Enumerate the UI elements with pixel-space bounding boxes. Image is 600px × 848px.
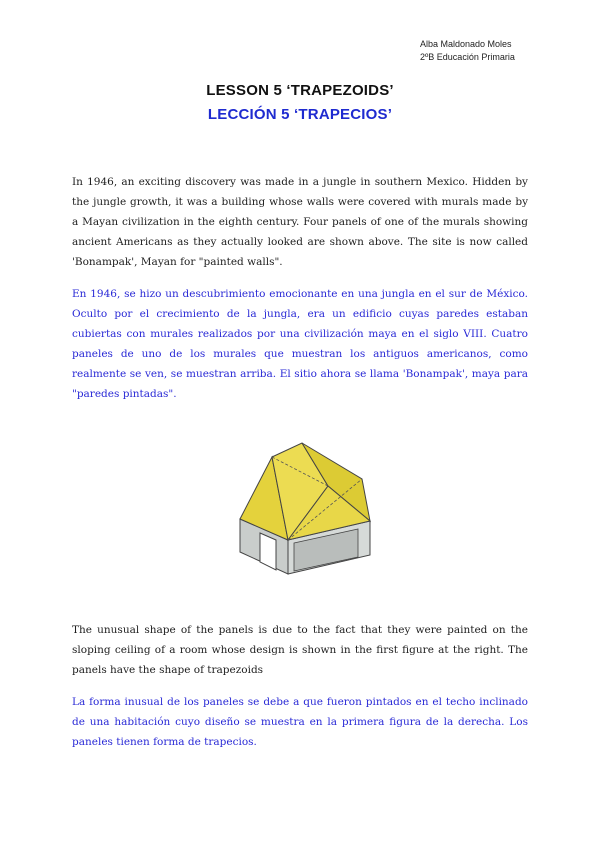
shape-paragraph-spanish: La forma inusual de los paneles se debe a que fueron pintados en el techo inclinado de una habitación cuyo diseño se muestra en la primera figura de la derecha. Los paneles tienen forma de trapecios. <box>72 696 528 748</box>
author-name: Alba Maldonado Moles <box>420 39 512 49</box>
document-header <box>420 38 515 64</box>
lesson-title-spanish: LECCIÓN 5 ‘TRAPECIOS’ <box>207 106 393 123</box>
course-name: 2ºB Educación Primaria <box>420 52 515 62</box>
intro-paragraph-english: In 1946, an exciting discovery was made in a jungle in southern Mexico. Hidden by the jungle growth, it was a building whose walls were covered with murals made by a Mayan civilization in the eighth century. Four panels of one of the murals showing ancient Americans as they actually looked are shown above. The site is now called 'Bonampak', Mayan for "painted walls". <box>72 176 528 268</box>
lesson-title-english: LESSON 5 ‘TRAPEZOIDS’ <box>206 82 394 99</box>
intro-paragraph-spanish: En 1946, se hizo un descubrimiento emocionante en una jungla en el sur de México. Oculto por el crecimiento de la jungla, era un edificio cuyas paredes estaban cubiertas con murales realizados por una civilización maya en el siglo VIII. Cuatro paneles de uno de los murales que muestran los antiguos americanos, como realmente se ven, se muestran arriba. El sitio ahora se llama 'Bonampak', maya para "paredes pintadas". <box>72 288 528 400</box>
doorway <box>260 533 276 570</box>
shape-paragraph-english: The unusual shape of the panels is due to the fact that they were painted on the sloping ceiling of a room whose design is shown in the first figure at the right. The panels have the shape of trapezoids <box>72 624 528 676</box>
room-trapezoid-figure <box>230 437 380 577</box>
